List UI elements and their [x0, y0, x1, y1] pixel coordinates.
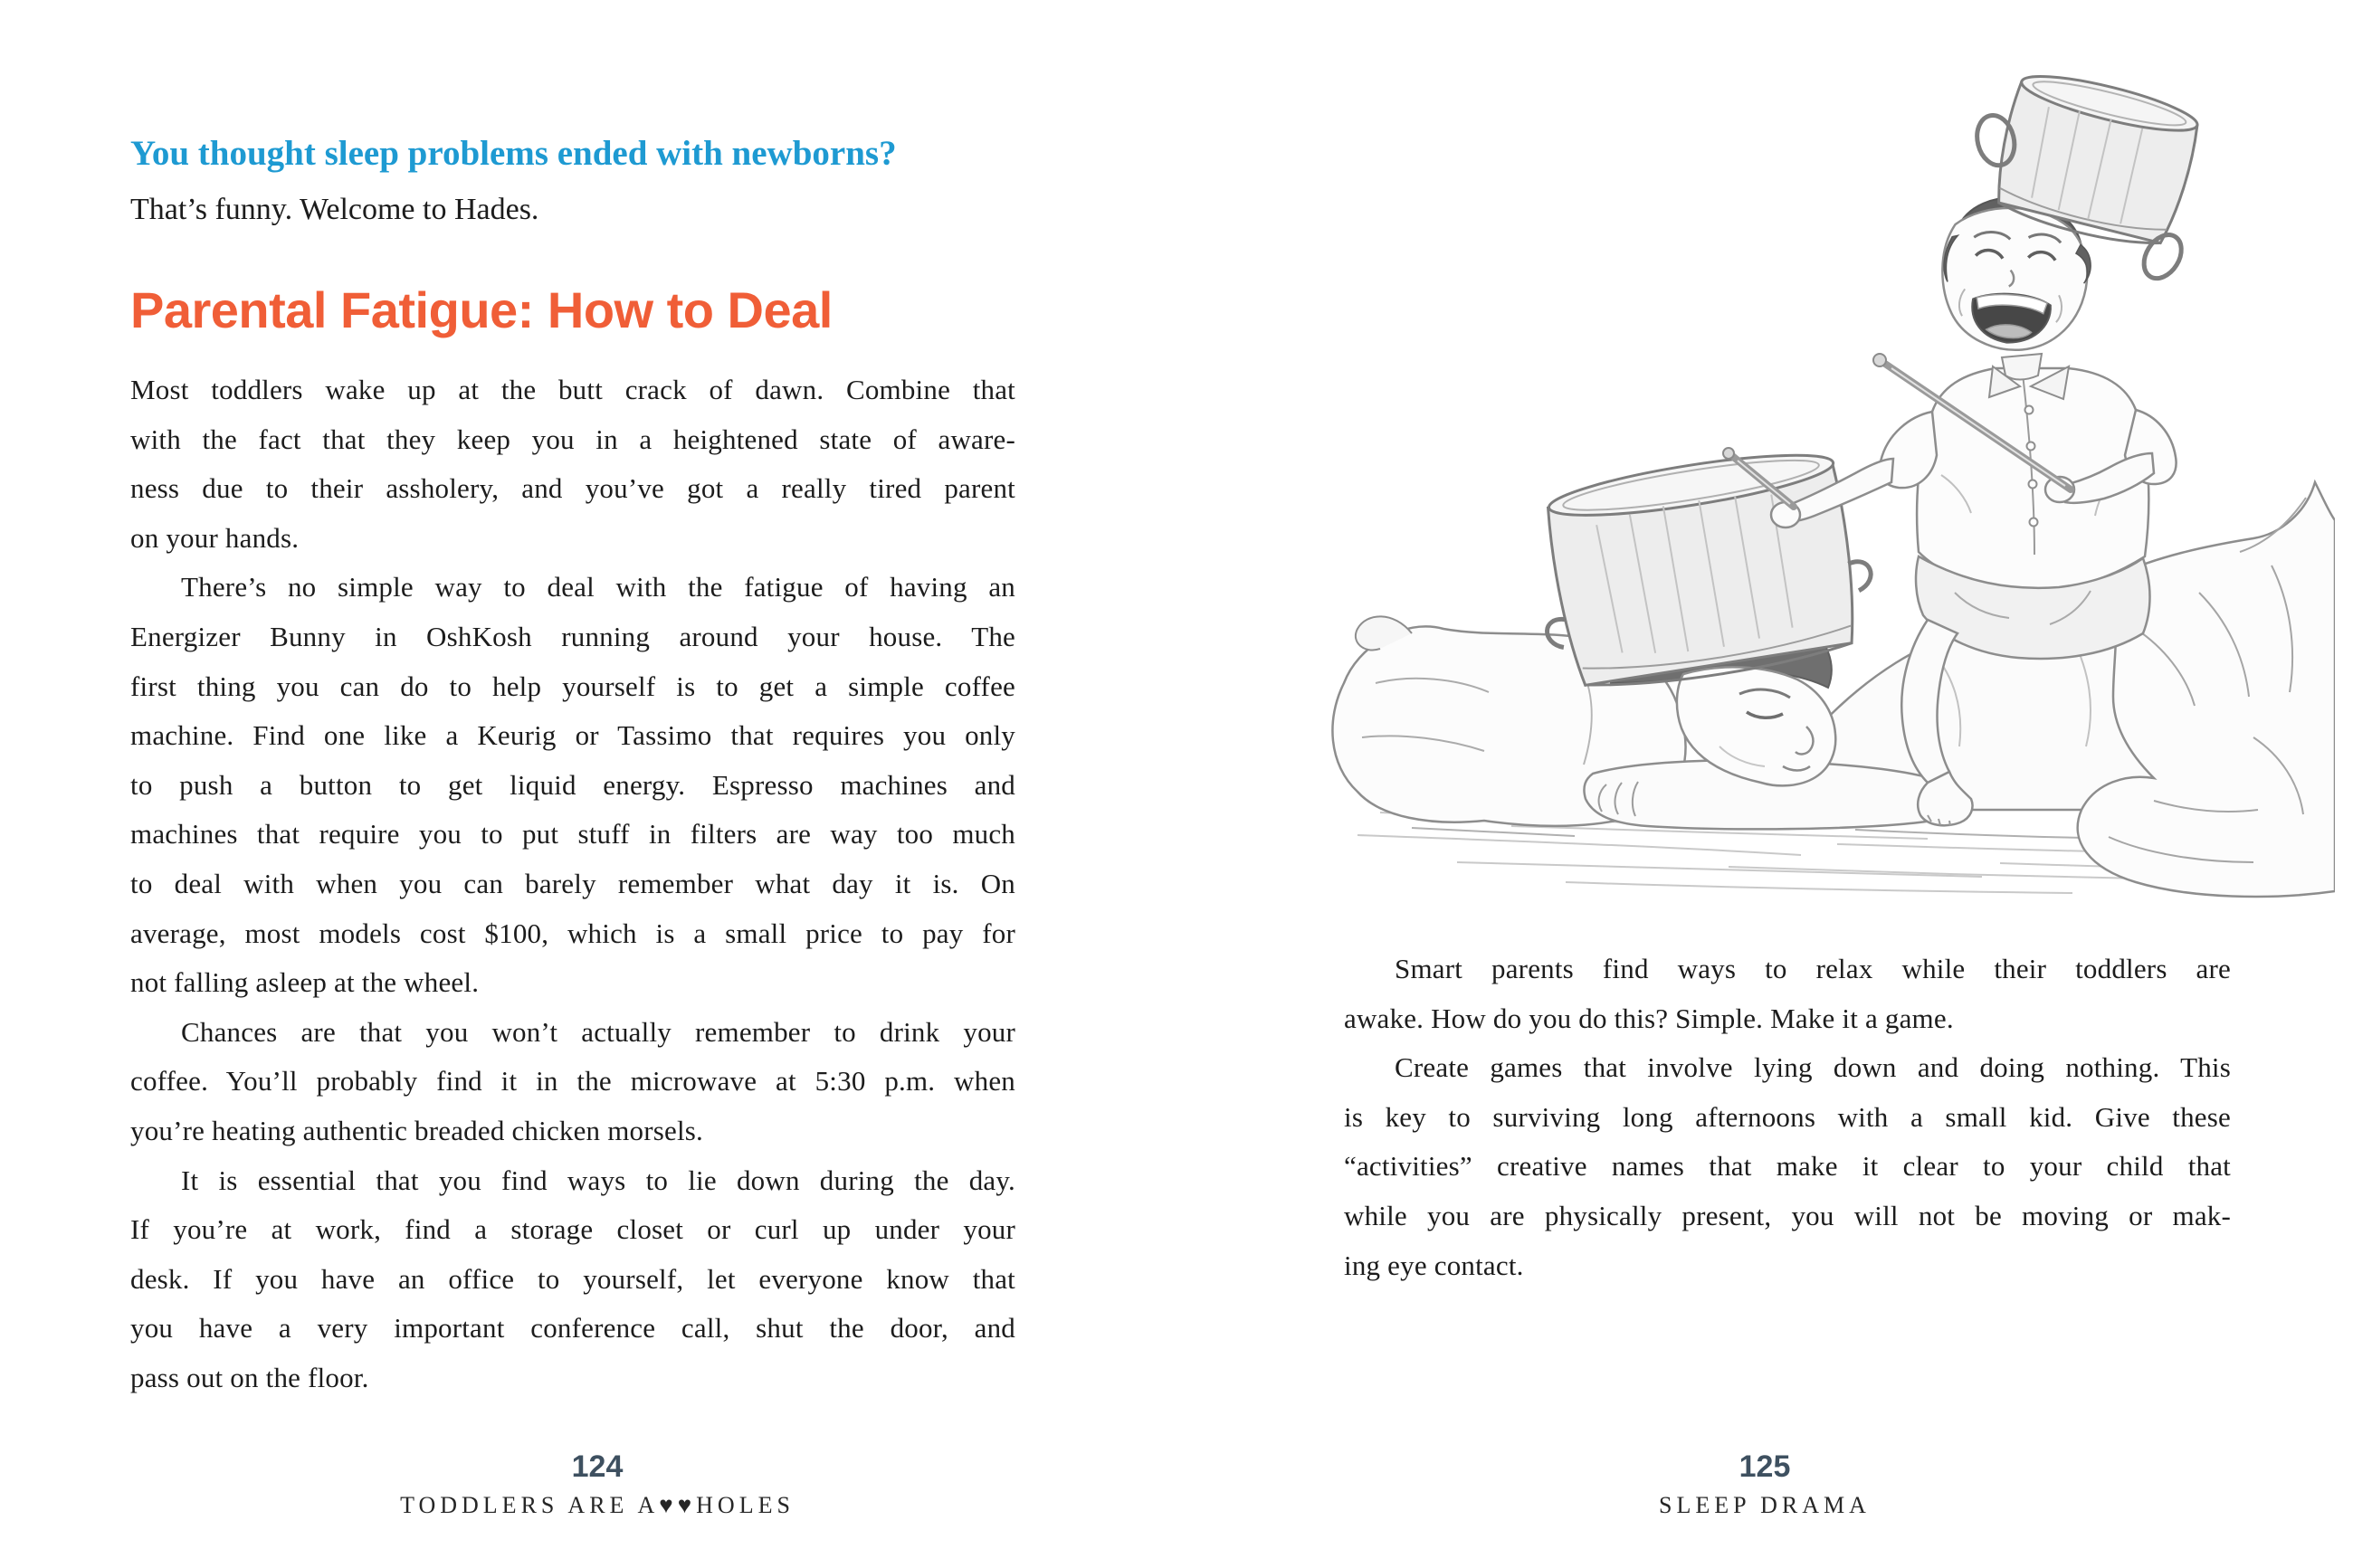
paragraph: [1344, 945, 2231, 1043]
text-line: There’s no simple way to deal with the fatigue of having an: [181, 571, 1015, 603]
text-line: pass out on the floor.: [130, 1361, 369, 1393]
page-number-right: 125: [1739, 1449, 1791, 1484]
text-line: you have a very important conference call, shut the door, and: [130, 1312, 1015, 1345]
kicker-heading: You thought sleep problems ended with newborns?: [130, 134, 897, 173]
text-line: not falling asleep at the wheel.: [130, 966, 480, 999]
page-right: [1176, 0, 2353, 1568]
running-title-right: SLEEP DRAMA: [1659, 1492, 1871, 1518]
section-heading: Parental Fatigue: How to Deal: [130, 281, 833, 338]
text-line: on your hands.: [130, 521, 300, 554]
text-line: first thing you can do to help yourself is to get a simple coffee: [130, 670, 1015, 702]
text-line: Energizer Bunny in OshKosh running around your house. The: [130, 620, 1015, 652]
text-line: to deal with when you can barely remember what day it is. On: [130, 867, 1015, 899]
text-line: Smart parents find ways to relax while their toddlers are: [1395, 953, 2231, 984]
paragraph: [1344, 1043, 2231, 1290]
text-line: with the fact that they keep you in a heightened state of aware-: [130, 423, 1015, 455]
text-line: Chances are that you won’t actually remember to drink your: [181, 1015, 1015, 1048]
page-footer-right: [1303, 1449, 2226, 1519]
text-line: machines that require you to put stuff in filters are way too much: [130, 818, 1015, 851]
text-line: is key to surviving long afternoons with a small kid. Give these: [1344, 1100, 2231, 1133]
toddler-drumming-illustration: [1294, 50, 2335, 900]
text-line: awake. How do you do this? Simple. Make it a game.: [1344, 1002, 1954, 1034]
text-line: average, most models cost $100, which is a small price to pay for: [130, 917, 1015, 949]
running-title-left: TODDLERS ARE A♥♥HOLES: [400, 1492, 795, 1518]
text-line: ing eye contact.: [1344, 1249, 1524, 1281]
page-footer-left: [136, 1449, 1059, 1519]
paragraph: [130, 366, 1015, 563]
page-left: [0, 0, 1176, 1568]
paragraph: [130, 1156, 1015, 1403]
text-line: desk. If you have an office to yourself, let everyone know that: [130, 1262, 1015, 1295]
body-text-left: [130, 366, 1015, 1402]
text-line: to push a button to get liquid energy. Espresso machines and: [130, 768, 1015, 801]
text-line: you’re heating authentic breaded chicken morsels.: [130, 1114, 703, 1146]
text-line: while you are physically present, you will not be moving or mak-: [1344, 1199, 2231, 1231]
text-line: ness due to their assholery, and you’ve got a really tired parent: [130, 472, 1015, 505]
kicker-subtext: That’s funny. Welcome to Hades.: [130, 193, 539, 226]
text-line: coffee. You’ll probably find it in the microwave at 5:30 p.m. when: [130, 1065, 1015, 1098]
text-line: If you’re at work, find a storage closet or curl up under your: [130, 1213, 1015, 1246]
body-text-right: [1344, 945, 2231, 1290]
page-number-left: 124: [571, 1449, 624, 1484]
text-line: It is essential that you find ways to lie down during the day.: [181, 1164, 1015, 1196]
text-line: “activities” creative names that make it clear to your child that: [1344, 1150, 2231, 1183]
paragraph: [130, 563, 1015, 1007]
text-line: Create games that involve lying down and doing nothing. This: [1395, 1051, 2231, 1084]
paragraph: [130, 1008, 1015, 1156]
text-line: Most toddlers wake up at the butt crack of dawn. Combine that: [130, 374, 1015, 405]
text-line: machine. Find one like a Keurig or Tassimo that requires you only: [130, 719, 1015, 752]
